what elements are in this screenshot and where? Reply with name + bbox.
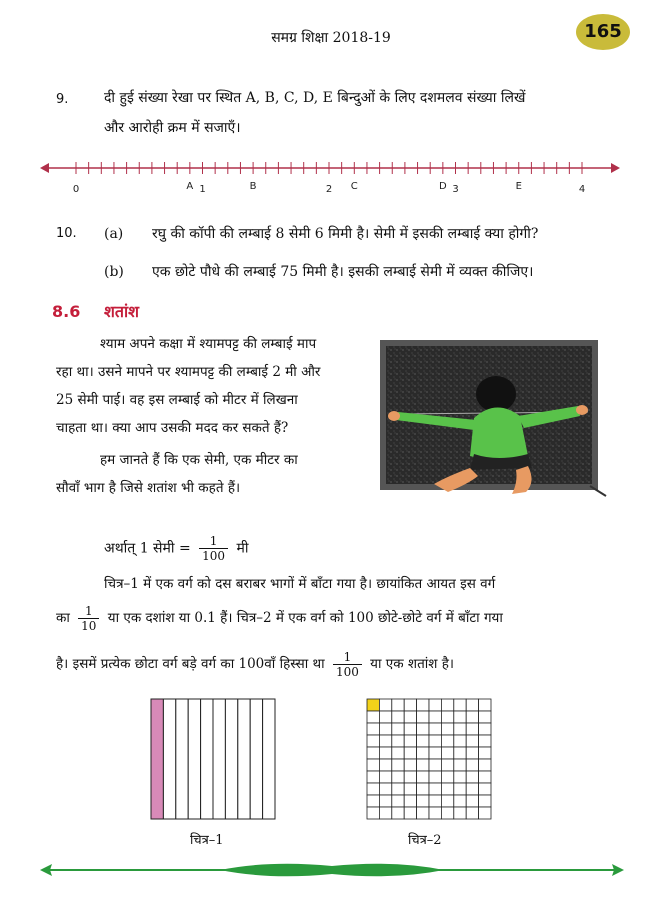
section-title: शतांश bbox=[104, 302, 140, 321]
figure-2-cell bbox=[441, 795, 453, 807]
figure-2-cell bbox=[392, 699, 404, 711]
number-line-point-c: C bbox=[350, 181, 358, 192]
figure-2-cell bbox=[379, 735, 391, 747]
figure-1-strip bbox=[213, 699, 225, 819]
decorative-divider bbox=[40, 858, 624, 882]
figure-2-cell bbox=[417, 711, 429, 723]
figure-2-cell bbox=[417, 735, 429, 747]
figure-2-cell bbox=[466, 711, 478, 723]
question-9-line1: दी हुई संख्या रेखा पर स्थित A, B, C, D, E बिन्दुओं के लिए दशमलव संख्या लिखें bbox=[104, 90, 526, 106]
figure-2-cell bbox=[392, 735, 404, 747]
figure-2-cell bbox=[429, 795, 441, 807]
page-header-title: समग्र शिक्षा 2018-19 bbox=[271, 30, 391, 46]
equation-prefix: अर्थात् 1 सेमी = bbox=[104, 540, 191, 557]
boy-measuring-blackboard-illustration bbox=[378, 336, 610, 500]
figure-2-hundredths-square bbox=[364, 696, 494, 822]
figure-2-cell bbox=[429, 807, 441, 819]
figure-2-cell bbox=[379, 759, 391, 771]
figure-2-cell bbox=[479, 771, 491, 783]
equation-numerator: 1 bbox=[199, 534, 228, 549]
figure-2-cell bbox=[417, 795, 429, 807]
figure-2-cell bbox=[404, 699, 416, 711]
figure-2-cell bbox=[392, 783, 404, 795]
question-9-number: 9. bbox=[56, 92, 69, 107]
figure-2-cell bbox=[392, 795, 404, 807]
figure-2-cell bbox=[417, 759, 429, 771]
figure-2-cell bbox=[429, 723, 441, 735]
para3-fraction-tenth bbox=[78, 604, 99, 633]
figure-2-cell bbox=[441, 723, 453, 735]
question-9-line2: और आरोही क्रम में सजाएँ। bbox=[104, 120, 241, 136]
figure-2-cell bbox=[367, 723, 379, 735]
para3-fraction-hundredth-den: 100 bbox=[335, 665, 359, 679]
para1-line4: चाहता था। क्या आप उसकी मदद कर सकते हैं? bbox=[56, 420, 289, 436]
question-10b-label: (b) bbox=[104, 264, 124, 280]
figure-2-cell bbox=[404, 771, 416, 783]
section-number: 8.6 bbox=[52, 302, 81, 321]
figure-2-shaded-cell bbox=[367, 699, 379, 711]
number-line-tick-label: 1 bbox=[199, 184, 206, 195]
para3-line3-rest: या एक शतांश है। bbox=[370, 656, 455, 672]
figure-2-cell bbox=[466, 759, 478, 771]
figure-2-cell bbox=[441, 711, 453, 723]
figure-2-cell bbox=[367, 759, 379, 771]
figure-2-cell bbox=[379, 795, 391, 807]
figure-2-cell bbox=[479, 735, 491, 747]
figure-2-cell bbox=[466, 771, 478, 783]
number-line-tick-label: 3 bbox=[452, 184, 459, 195]
figure-2-cell bbox=[479, 711, 491, 723]
figure-2-cell bbox=[404, 723, 416, 735]
figure-2-cell bbox=[454, 723, 466, 735]
figure-2-cell bbox=[404, 735, 416, 747]
figure-2-cell bbox=[367, 747, 379, 759]
number-line-point-e: E bbox=[515, 181, 522, 192]
figure-2-cell bbox=[454, 783, 466, 795]
figure-1-caption: चित्र–1 bbox=[190, 833, 224, 848]
figure-2-cell bbox=[379, 807, 391, 819]
figure-2-cell bbox=[379, 699, 391, 711]
figure-2-cell bbox=[392, 807, 404, 819]
figure-2-cell bbox=[429, 783, 441, 795]
figure-1-strip bbox=[188, 699, 200, 819]
figure-2-cell bbox=[392, 771, 404, 783]
figure-2-cell bbox=[466, 795, 478, 807]
figure-2-cell bbox=[392, 723, 404, 735]
figure-2-cell bbox=[379, 783, 391, 795]
figure-1-tenths-square bbox=[148, 696, 278, 822]
para3-line2-rest: या एक दशांश या 0.1 हैं। चित्र–2 में एक वर्ग को 100 छोटे-छोटे वर्ग में बाँटा गया bbox=[107, 610, 503, 626]
para3-fraction-hundredth-num: 1 bbox=[333, 650, 362, 665]
figure-2-cell bbox=[454, 747, 466, 759]
equation-denominator: 100 bbox=[202, 549, 226, 563]
para3-line1: चित्र–1 में एक वर्ग को दस बराबर भागों में बाँटा गया है। छायांकित आयत इस वर्ग bbox=[104, 576, 496, 592]
figure-2-cell bbox=[379, 711, 391, 723]
number-line-tick-label: 4 bbox=[578, 184, 586, 195]
question-10-number: 10. bbox=[56, 226, 77, 241]
figure-2-cell bbox=[367, 711, 379, 723]
figure-2-cell bbox=[404, 747, 416, 759]
figure-2-caption: चित्र–2 bbox=[408, 833, 442, 848]
figure-2-cell bbox=[392, 711, 404, 723]
figure-2-cell bbox=[392, 759, 404, 771]
figure-2-cell bbox=[367, 783, 379, 795]
figure-2-cell bbox=[479, 699, 491, 711]
figure-2-cell bbox=[429, 699, 441, 711]
figure-2-cell bbox=[417, 807, 429, 819]
figure-2-cell bbox=[429, 735, 441, 747]
para2-line1: हम जानते हैं कि एक सेमी, एक मीटर का bbox=[100, 452, 298, 468]
figure-2-cell bbox=[466, 783, 478, 795]
figure-2-cell bbox=[429, 747, 441, 759]
figure-2-cell bbox=[466, 807, 478, 819]
figure-2-cell bbox=[466, 723, 478, 735]
para3-line3 bbox=[56, 650, 624, 679]
figure-2-cell bbox=[454, 771, 466, 783]
figure-2-cell bbox=[429, 759, 441, 771]
page-number-badge: 165 bbox=[576, 14, 630, 50]
figure-2-cell bbox=[367, 771, 379, 783]
figure-2-cell bbox=[417, 747, 429, 759]
equation-suffix: मी bbox=[236, 540, 249, 557]
figure-2-cell bbox=[441, 807, 453, 819]
figure-2-cell bbox=[367, 795, 379, 807]
number-line-left-arrow-icon bbox=[40, 163, 49, 173]
figure-2-cell bbox=[466, 735, 478, 747]
equation-fraction bbox=[199, 534, 228, 563]
number-line-point-d: D bbox=[438, 181, 447, 192]
figure-2-cell bbox=[441, 699, 453, 711]
figure-1-shaded-strip bbox=[151, 699, 163, 819]
figure-2-cell bbox=[417, 783, 429, 795]
figure-2-cell bbox=[429, 711, 441, 723]
number-line-right-arrow-icon bbox=[611, 163, 620, 173]
number-line-tick-label: 2 bbox=[325, 184, 333, 195]
figure-2-cell bbox=[479, 759, 491, 771]
figure-2-cell bbox=[466, 699, 478, 711]
figure-1-strip bbox=[250, 699, 262, 819]
figure-2-cell bbox=[404, 807, 416, 819]
figure-2-cell bbox=[404, 711, 416, 723]
figure-2-cell bbox=[404, 795, 416, 807]
figure-2-cell bbox=[379, 747, 391, 759]
figure-2-cell bbox=[429, 771, 441, 783]
question-10a-text: रघु की कॉपी की लम्बाई 8 सेमी 6 मिमी है। सेमी में इसकी लम्बाई क्या होगी? bbox=[152, 226, 539, 242]
figure-2-cell bbox=[479, 807, 491, 819]
figure-2-cell bbox=[479, 747, 491, 759]
figure-2-cell bbox=[417, 723, 429, 735]
figure-2-cell bbox=[479, 723, 491, 735]
para1-line3: 25 सेमी पाई। वह इस लम्बाई को मीटर में लिखना bbox=[56, 392, 298, 408]
number-line-tick-label: 0 bbox=[72, 184, 80, 195]
figure-2-cell bbox=[404, 783, 416, 795]
number-line bbox=[40, 150, 620, 200]
figure-2-cell bbox=[441, 735, 453, 747]
para1-line1: श्याम अपने कक्षा में श्यामपट्ट की लम्बाई माप bbox=[100, 336, 317, 352]
figure-1-strip bbox=[176, 699, 188, 819]
figure-2-cell bbox=[417, 771, 429, 783]
equation bbox=[104, 534, 249, 563]
figure-1-strip bbox=[225, 699, 237, 819]
figure-2-cell bbox=[479, 783, 491, 795]
figure-2-cell bbox=[367, 735, 379, 747]
figure-2-cell bbox=[479, 795, 491, 807]
figure-2-cell bbox=[454, 807, 466, 819]
figure-1-strip bbox=[263, 699, 275, 819]
figure-2-cell bbox=[454, 735, 466, 747]
figure-2-cell bbox=[441, 771, 453, 783]
para3-fraction-tenth-num: 1 bbox=[78, 604, 99, 619]
question-10a-label: (a) bbox=[104, 226, 124, 242]
figure-1-strip bbox=[163, 699, 175, 819]
para3-fraction-tenth-den: 10 bbox=[81, 619, 97, 633]
figure-2-cell bbox=[454, 795, 466, 807]
para3-line2 bbox=[56, 604, 624, 633]
figure-2-cell bbox=[441, 759, 453, 771]
figure-2-cell bbox=[379, 771, 391, 783]
figure-2-cell bbox=[454, 711, 466, 723]
figure-2-cell bbox=[466, 747, 478, 759]
para3-fraction-hundredth bbox=[333, 650, 362, 679]
figure-2-cell bbox=[454, 759, 466, 771]
figure-1-strip bbox=[201, 699, 213, 819]
figure-2-cell bbox=[367, 807, 379, 819]
figure-2-cell bbox=[379, 723, 391, 735]
figure-2-cell bbox=[441, 783, 453, 795]
para2-line2: सौवाँ भाग है जिसे शतांश भी कहते हैं। bbox=[56, 480, 241, 496]
number-line-point-a: A bbox=[186, 181, 194, 192]
figure-2-cell bbox=[404, 759, 416, 771]
figure-2-cell bbox=[417, 699, 429, 711]
figure-2-cell bbox=[454, 699, 466, 711]
para1-line2: रहा था। उसने मापने पर श्यामपट्ट की लम्बाई 2 मी और bbox=[56, 364, 321, 380]
number-line-point-b: B bbox=[249, 181, 257, 192]
para3-line3-start: है। इसमें प्रत्येक छोटा वर्ग बड़े वर्ग का 100वाँ हिस्सा था bbox=[56, 656, 325, 672]
question-10b-text: एक छोटे पौधे की लम्बाई 75 मिमी है। इसकी लम्बाई सेमी में व्यक्त कीजिए। bbox=[152, 264, 534, 280]
figure-2-cell bbox=[441, 747, 453, 759]
figure-2-cell bbox=[392, 747, 404, 759]
para3-line2-start: का bbox=[56, 610, 70, 626]
figure-1-strip bbox=[238, 699, 250, 819]
